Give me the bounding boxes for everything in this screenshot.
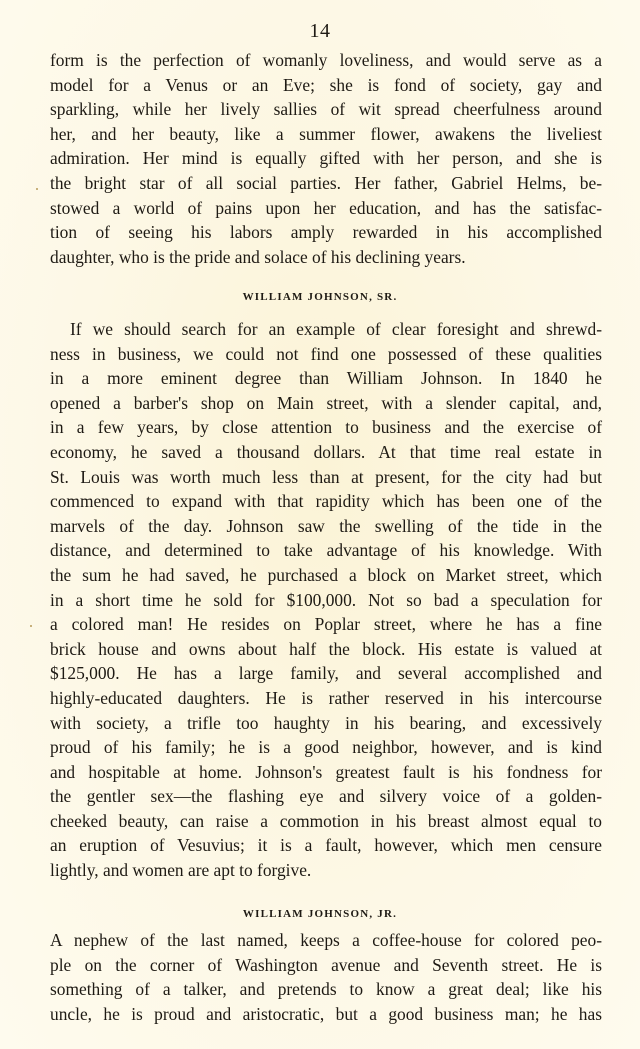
text-line: proud of his family; he is a good neighbor, however, and is kind <box>50 737 602 758</box>
text-line: ness in business, we could not find one possessed of these qualities <box>50 343 602 364</box>
text-line: admiration. Her mind is equally gifted with her person, and she is <box>50 148 602 169</box>
section-heading-johnson-jr: WILLIAM JOHNSON, JR. <box>242 908 398 920</box>
text-line: and hospitable at home. Johnson's greatest fault is his fondness for <box>50 761 602 782</box>
text-line: form is the perfection of womanly loveliness, and would serve as a <box>50 50 602 70</box>
text-line: A nephew of the last named, keeps a coffee-house for colored peo- <box>50 930 602 950</box>
paragraph-helms-daughter <box>50 48 602 269</box>
text-line: commenced to expand with that rapidity which has been one of the <box>50 491 602 512</box>
text-line: tion of seeing his labors amply rewarded in his accomplished <box>50 222 602 243</box>
text-line: her, and her beauty, like a summer flower, awakens the liveliest <box>50 123 602 144</box>
text-line: uncle, he is proud and aristocratic, but a good business man; he has <box>50 1003 602 1024</box>
text-line: model for a Venus or an Eve; she is fond of society, gay and <box>50 74 602 95</box>
text-line: If we should search for an example of clear foresight and shrewd- <box>70 319 602 339</box>
text-line: marvels of the day. Johnson saw the swelling of the tide in the <box>50 515 602 536</box>
text-line: cheeked beauty, can raise a commotion in his breast almost equal to <box>50 810 602 831</box>
text-line: in a more eminent degree than William Johnson. In 1840 he <box>50 368 602 389</box>
text-line: something of a talker, and pretends to know a great deal; like his <box>50 979 602 1000</box>
text-line: the gentler sex—the flashing eye and silvery voice of a golden- <box>50 786 602 807</box>
paragraph-johnson-jr <box>50 928 602 1026</box>
text-line: economy, he saved a thousand dollars. At that time real estate in <box>50 441 602 462</box>
text-line: a colored man! He resides on Poplar street, where he has a fine <box>50 614 602 635</box>
text-line: an eruption of Vesuvius; it is a fault, however, which men censure <box>50 835 602 856</box>
text-line: sparkling, while her lively sallies of wit spread cheerfulness around <box>50 99 602 120</box>
text-line: brick house and owns about half the block. His estate is valued at <box>50 638 602 659</box>
text-line: in a short time he sold for $100,000. Not so bad a speculation for <box>50 589 602 610</box>
text-line: the bright star of all social parties. Her father, Gabriel Helms, be- <box>50 172 602 193</box>
paragraph-johnson-sr <box>50 317 602 883</box>
text-line: the sum he had saved, he purchased a block on Market street, which <box>50 564 602 585</box>
text-line: opened a barber's shop on Main street, with a slender capital, and, <box>50 392 602 413</box>
text-line: with society, a trifle too haughty in his bearing, and excessively <box>50 712 602 733</box>
text-line: ple on the corner of Washington avenue and Seventh street. He is <box>50 954 602 975</box>
text-line: daughter, who is the pride and solace of his declining years. <box>50 246 466 267</box>
text-line: in a few years, by close attention to business and the exercise of <box>50 417 602 438</box>
page-number: 14 <box>309 20 331 42</box>
text-line: $125,000. He has a large family, and several accomplished and <box>50 663 602 684</box>
text-line: highly-educated daughters. He is rather reserved in his intercourse <box>50 687 602 708</box>
text-line: lightly, and women are apt to forgive. <box>50 860 312 881</box>
paper-speck <box>30 625 32 627</box>
section-heading-johnson-sr: WILLIAM JOHNSON, SR. <box>242 291 398 303</box>
text-line: St. Louis was worth much less than at present, for the city had but <box>50 466 602 487</box>
text-line: stowed a world of pains upon her education, and has the satisfac- <box>50 197 602 218</box>
text-line: distance, and determined to take advantage of his knowledge. With <box>50 540 602 561</box>
paper-speck <box>36 188 38 190</box>
